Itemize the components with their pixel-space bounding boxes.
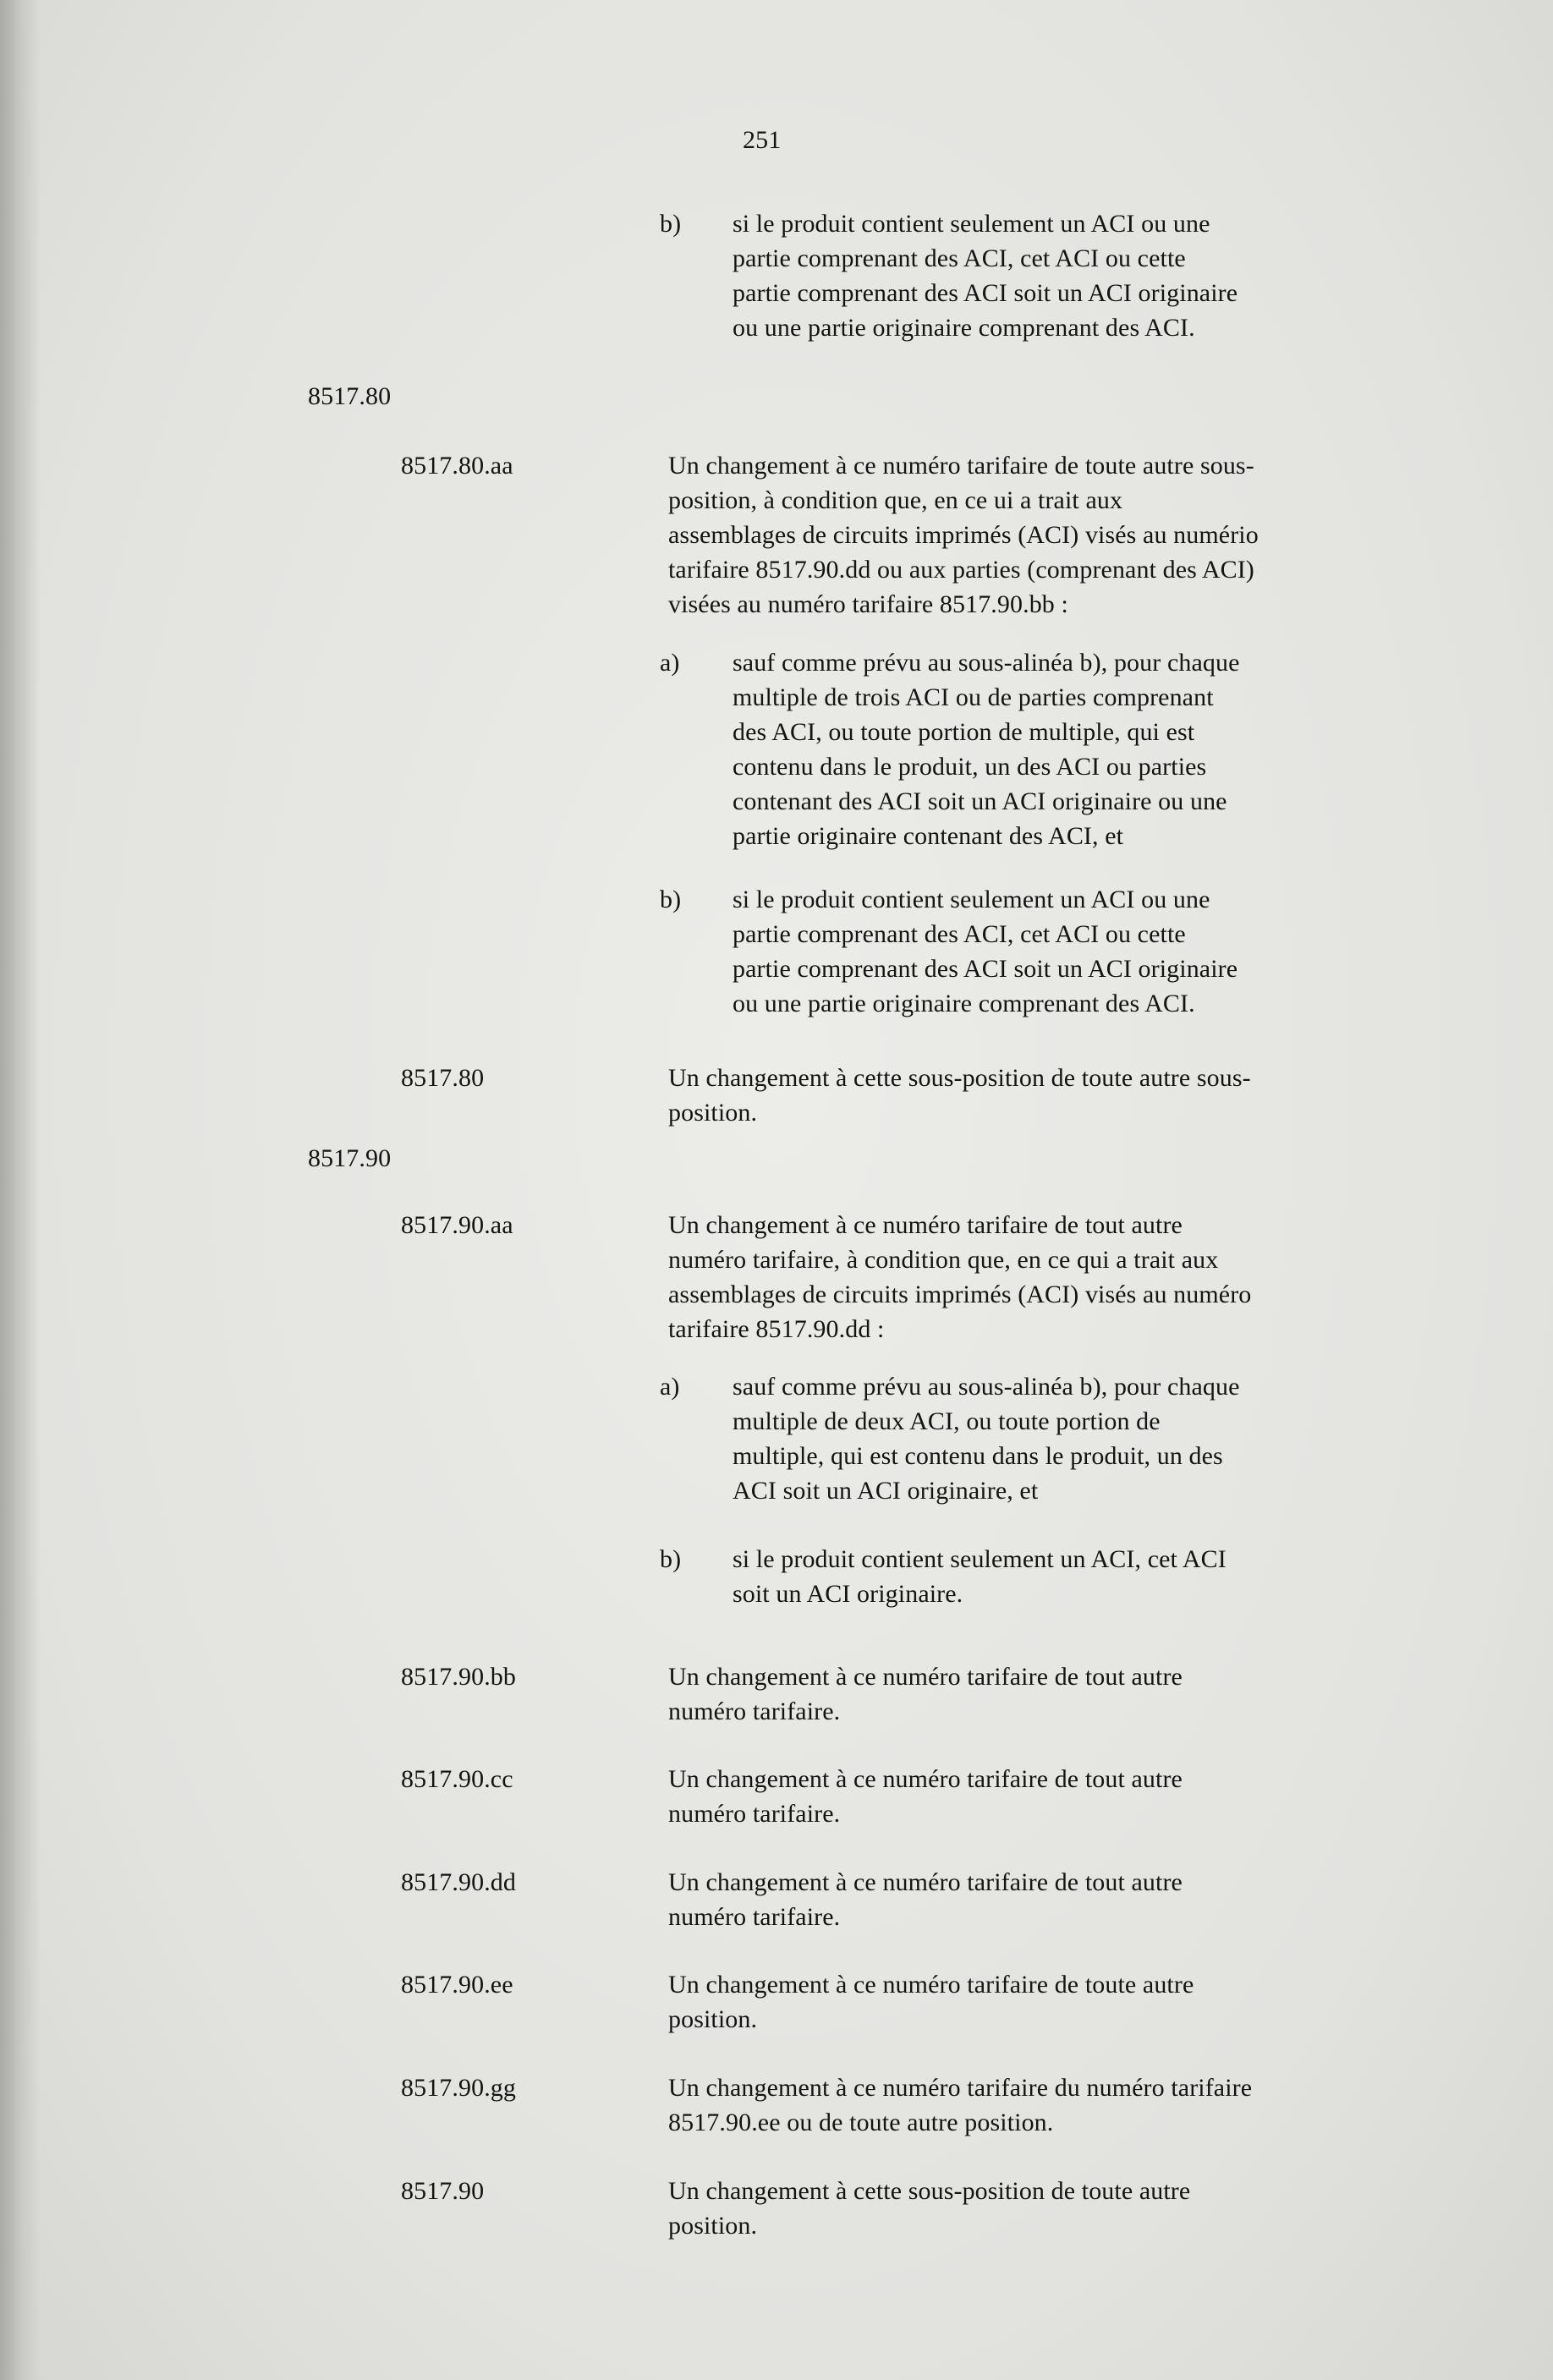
rule-text-line: position, à condition que, en ce ui a trait aux	[668, 486, 1123, 514]
item-label: b)	[660, 1545, 682, 1573]
rule-text-line: numéro tarifaire.	[668, 1903, 841, 1931]
rule-text-line: assemblages de circuits imprimés (ACI) visés au numério	[668, 521, 1259, 549]
item-label: b)	[660, 886, 682, 913]
item-text-line: multiple de trois ACI ou de parties comprenant	[733, 683, 1214, 711]
rule-text-line: Un changement à ce numéro tarifaire de tout autre	[668, 1663, 1183, 1691]
binding-shadow	[0, 0, 41, 2380]
rule-text-line: numéro tarifaire, à condition que, en ce qui a trait aux	[668, 1246, 1219, 1274]
item-text-line: des ACI, ou toute portion de multiple, qui est	[733, 718, 1195, 746]
item-text-line: sauf comme prévu au sous-alinéa b), pour chaque	[733, 1373, 1240, 1401]
rule-text-line: Un changement à cette sous-position de toute autre	[668, 2177, 1191, 2205]
item-text-line: si le produit contient seulement un ACI ou une	[733, 886, 1210, 913]
rule-text-line: position.	[668, 1099, 758, 1127]
tariff-item-code: 8517.90.gg	[401, 2074, 516, 2102]
item-text-line: partie comprenant des ACI soit un ACI originaire	[733, 955, 1238, 983]
item-label: a)	[660, 649, 680, 677]
rule-text-line: Un changement à ce numéro tarifaire de toute autre	[668, 1971, 1194, 1999]
rule-text-line: Un changement à cette sous-position de toute autre sous-	[668, 1064, 1251, 1092]
rule-text-line: Un changement à ce numéro tarifaire de tout autre	[668, 1868, 1183, 1896]
subheading-code: 8517.90	[308, 1144, 392, 1172]
tariff-item-code: 8517.90.dd	[401, 1868, 516, 1896]
item-text-line: sauf comme prévu au sous-alinéa b), pour chaque	[733, 649, 1240, 677]
item-text-line: si le produit contient seulement un ACI, cet ACI	[733, 1545, 1226, 1573]
item-text-line: ou une partie originaire comprenant des ACI.	[733, 314, 1195, 342]
item-text-line: contenu dans le produit, un des ACI ou parties	[733, 753, 1207, 781]
rule-text-line: numéro tarifaire.	[668, 1800, 841, 1828]
item-text-line: partie comprenant des ACI soit un ACI originaire	[733, 279, 1238, 307]
subheading-code: 8517.80	[308, 382, 392, 410]
item-label: a)	[660, 1373, 680, 1401]
rule-text-line: assemblages de circuits imprimés (ACI) visés au numéro	[668, 1280, 1252, 1308]
item-text-line: partie originaire contenant des ACI, et	[733, 822, 1124, 850]
item-text-line: contenant des ACI soit un ACI originaire ou une	[733, 787, 1227, 815]
tariff-item-code: 8517.90	[401, 2177, 485, 2205]
rule-text-line: numéro tarifaire.	[668, 1697, 841, 1725]
item-text-line: multiple de deux ACI, ou toute portion de	[733, 1407, 1161, 1435]
item-text-line: multiple, qui est contenu dans le produit, un des	[733, 1442, 1223, 1470]
item-text-line: ACI soit un ACI originaire, et	[733, 1477, 1039, 1505]
tariff-item-code: 8517.90.ee	[401, 1971, 513, 1999]
tariff-item-code: 8517.80	[401, 1064, 485, 1092]
rule-text-line: position.	[668, 2005, 758, 2033]
tariff-item-code: 8517.90.aa	[401, 1211, 513, 1239]
item-text-line: partie comprenant des ACI, cet ACI ou cette	[733, 920, 1186, 948]
rule-text-line: Un changement à ce numéro tarifaire de toute autre sous-	[668, 452, 1254, 480]
item-text-line: partie comprenant des ACI, cet ACI ou cette	[733, 244, 1186, 272]
rule-text-line: tarifaire 8517.90.dd :	[668, 1315, 885, 1343]
rule-text-line: 8517.90.ee ou de toute autre position.	[668, 2109, 1054, 2136]
rule-text-line: tarifaire 8517.90.dd ou aux parties (comprenant des ACI)	[668, 556, 1254, 584]
tariff-item-code: 8517.90.bb	[401, 1663, 516, 1691]
item-text-line: si le produit contient seulement un ACI ou une	[733, 210, 1210, 238]
rule-text-line: Un changement à ce numéro tarifaire de tout autre	[668, 1211, 1183, 1239]
rule-text-line: Un changement à ce numéro tarifaire du numéro tarifaire	[668, 2074, 1253, 2102]
rule-text-line: Un changement à ce numéro tarifaire de tout autre	[668, 1765, 1183, 1793]
rule-text-line: position.	[668, 2212, 758, 2240]
tariff-item-code: 8517.80.aa	[401, 452, 513, 480]
item-text-line: soit un ACI originaire.	[733, 1580, 963, 1608]
rule-text-line: visées au numéro tarifaire 8517.90.bb :	[668, 590, 1068, 618]
page-number: 251	[743, 126, 782, 154]
tariff-item-code: 8517.90.cc	[401, 1765, 513, 1793]
item-text-line: ou une partie originaire comprenant des ACI.	[733, 990, 1195, 1017]
item-label: b)	[660, 210, 682, 238]
